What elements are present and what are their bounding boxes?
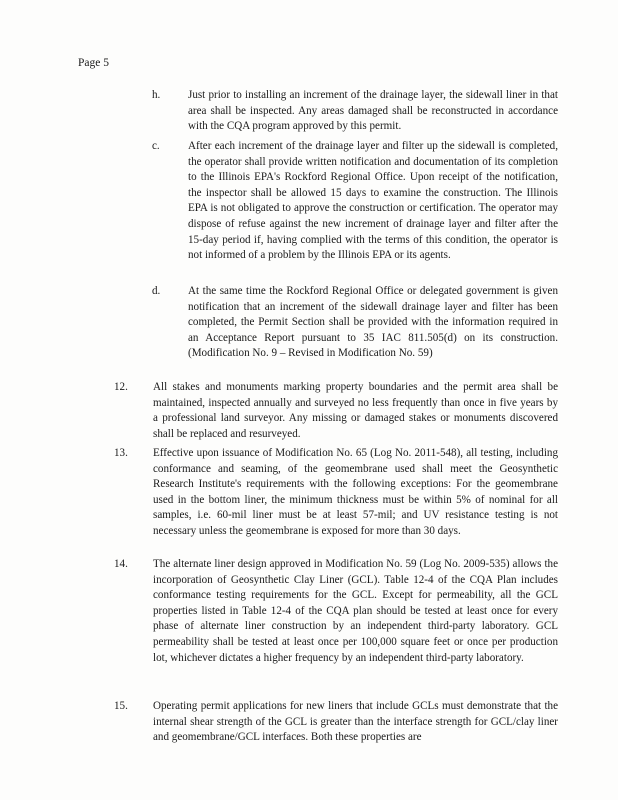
item-marker: 15.	[114, 700, 128, 712]
item-marker: d.	[152, 285, 161, 297]
item-marker: 14.	[114, 558, 128, 570]
item-marker: c.	[152, 140, 160, 152]
item-marker: 12.	[114, 381, 128, 393]
condition-item-c	[152, 139, 558, 264]
item-marker: h.	[152, 89, 161, 101]
item-text: All stakes and monuments marking property boundaries and the permit area shall be maintained, inspected annually and surveyed no less frequently than once in five years by a professional land surveyor. Any missing or damaged stakes or monuments discovered shall be replaced and resurveyed.	[153, 381, 558, 440]
item-marker: 13.	[114, 447, 128, 459]
item-text: After each increment of the drainage layer and filter up the sidewall is completed, the operator shall provide written notification and documentation of its completion to the Illinois EPA's Rockford Regional Office. Upon receipt of the notification, the inspector shall be allowed 15 days to examine the construction. The Illinois EPA is not obligated to approve the construction or certification. The operator may dispose of refuse against the new increment of drainage layer and filter after the 15-day period if, having complied with the terms of this condition, the operator is not informed of a problem by the Illinois EPA or its agents.	[188, 140, 558, 262]
condition-item-12	[114, 380, 558, 442]
condition-item-15	[114, 699, 558, 746]
condition-item-14	[114, 557, 558, 666]
condition-item-h	[152, 88, 558, 135]
condition-item-d	[152, 284, 558, 362]
item-text: The alternate liner design approved in Modification No. 59 (Log No. 2009-535) allows the incorporation of Geosynthetic Clay Liner (GCL). Table 12-4 of the CQA Plan includes conformance testing requirements for the GCL. Except for permeability, all the GCL properties listed in Table 12-4 of the CQA plan should be tested at least once for every phase of alternate liner construction by an independent third-party laboratory. GCL permeability shall be tested at least once per 100,000 square feet or once per production lot, whichever dictates a higher frequency by an independent third-party laboratory.	[153, 558, 558, 664]
item-text: Just prior to installing an increment of the drainage layer, the sidewall liner in that area shall be inspected. Any areas damaged shall be reconstructed in accordance with the CQA program approved by this permit.	[188, 89, 558, 133]
condition-item-13	[114, 446, 558, 540]
item-text: Operating permit applications for new liners that include GCLs must demonstrate that the internal shear strength of the GCL is greater than the interface strength for GCL/clay liner and geomembrane/GCL interfaces. Both these properties are	[153, 700, 558, 744]
page-number: Page 5	[78, 57, 109, 69]
item-text: Effective upon issuance of Modification No. 65 (Log No. 2011-548), all testing, including conformance and seaming, of the geomembrane used shall meet the Geosynthetic Research Institute's requirements with the following exceptions: For the geomembrane used in the bottom liner, the minimum thickness must be within 5% of nominal for all samples, i.e. 60-mil liner must be at least 57-mil; and UV resistance testing is not necessary unless the geomembrane is exposed for more than 30 days.	[153, 447, 558, 537]
item-text: At the same time the Rockford Regional Office or delegated government is given notification that an increment of the sidewall drainage layer and filter has been completed, the Permit Section shall be provided with the information required in an Acceptance Report pursuant to 35 IAC 811.505(d) on its construction. (Modification No. 9 – Revised in Modification No. 59)	[188, 285, 558, 360]
